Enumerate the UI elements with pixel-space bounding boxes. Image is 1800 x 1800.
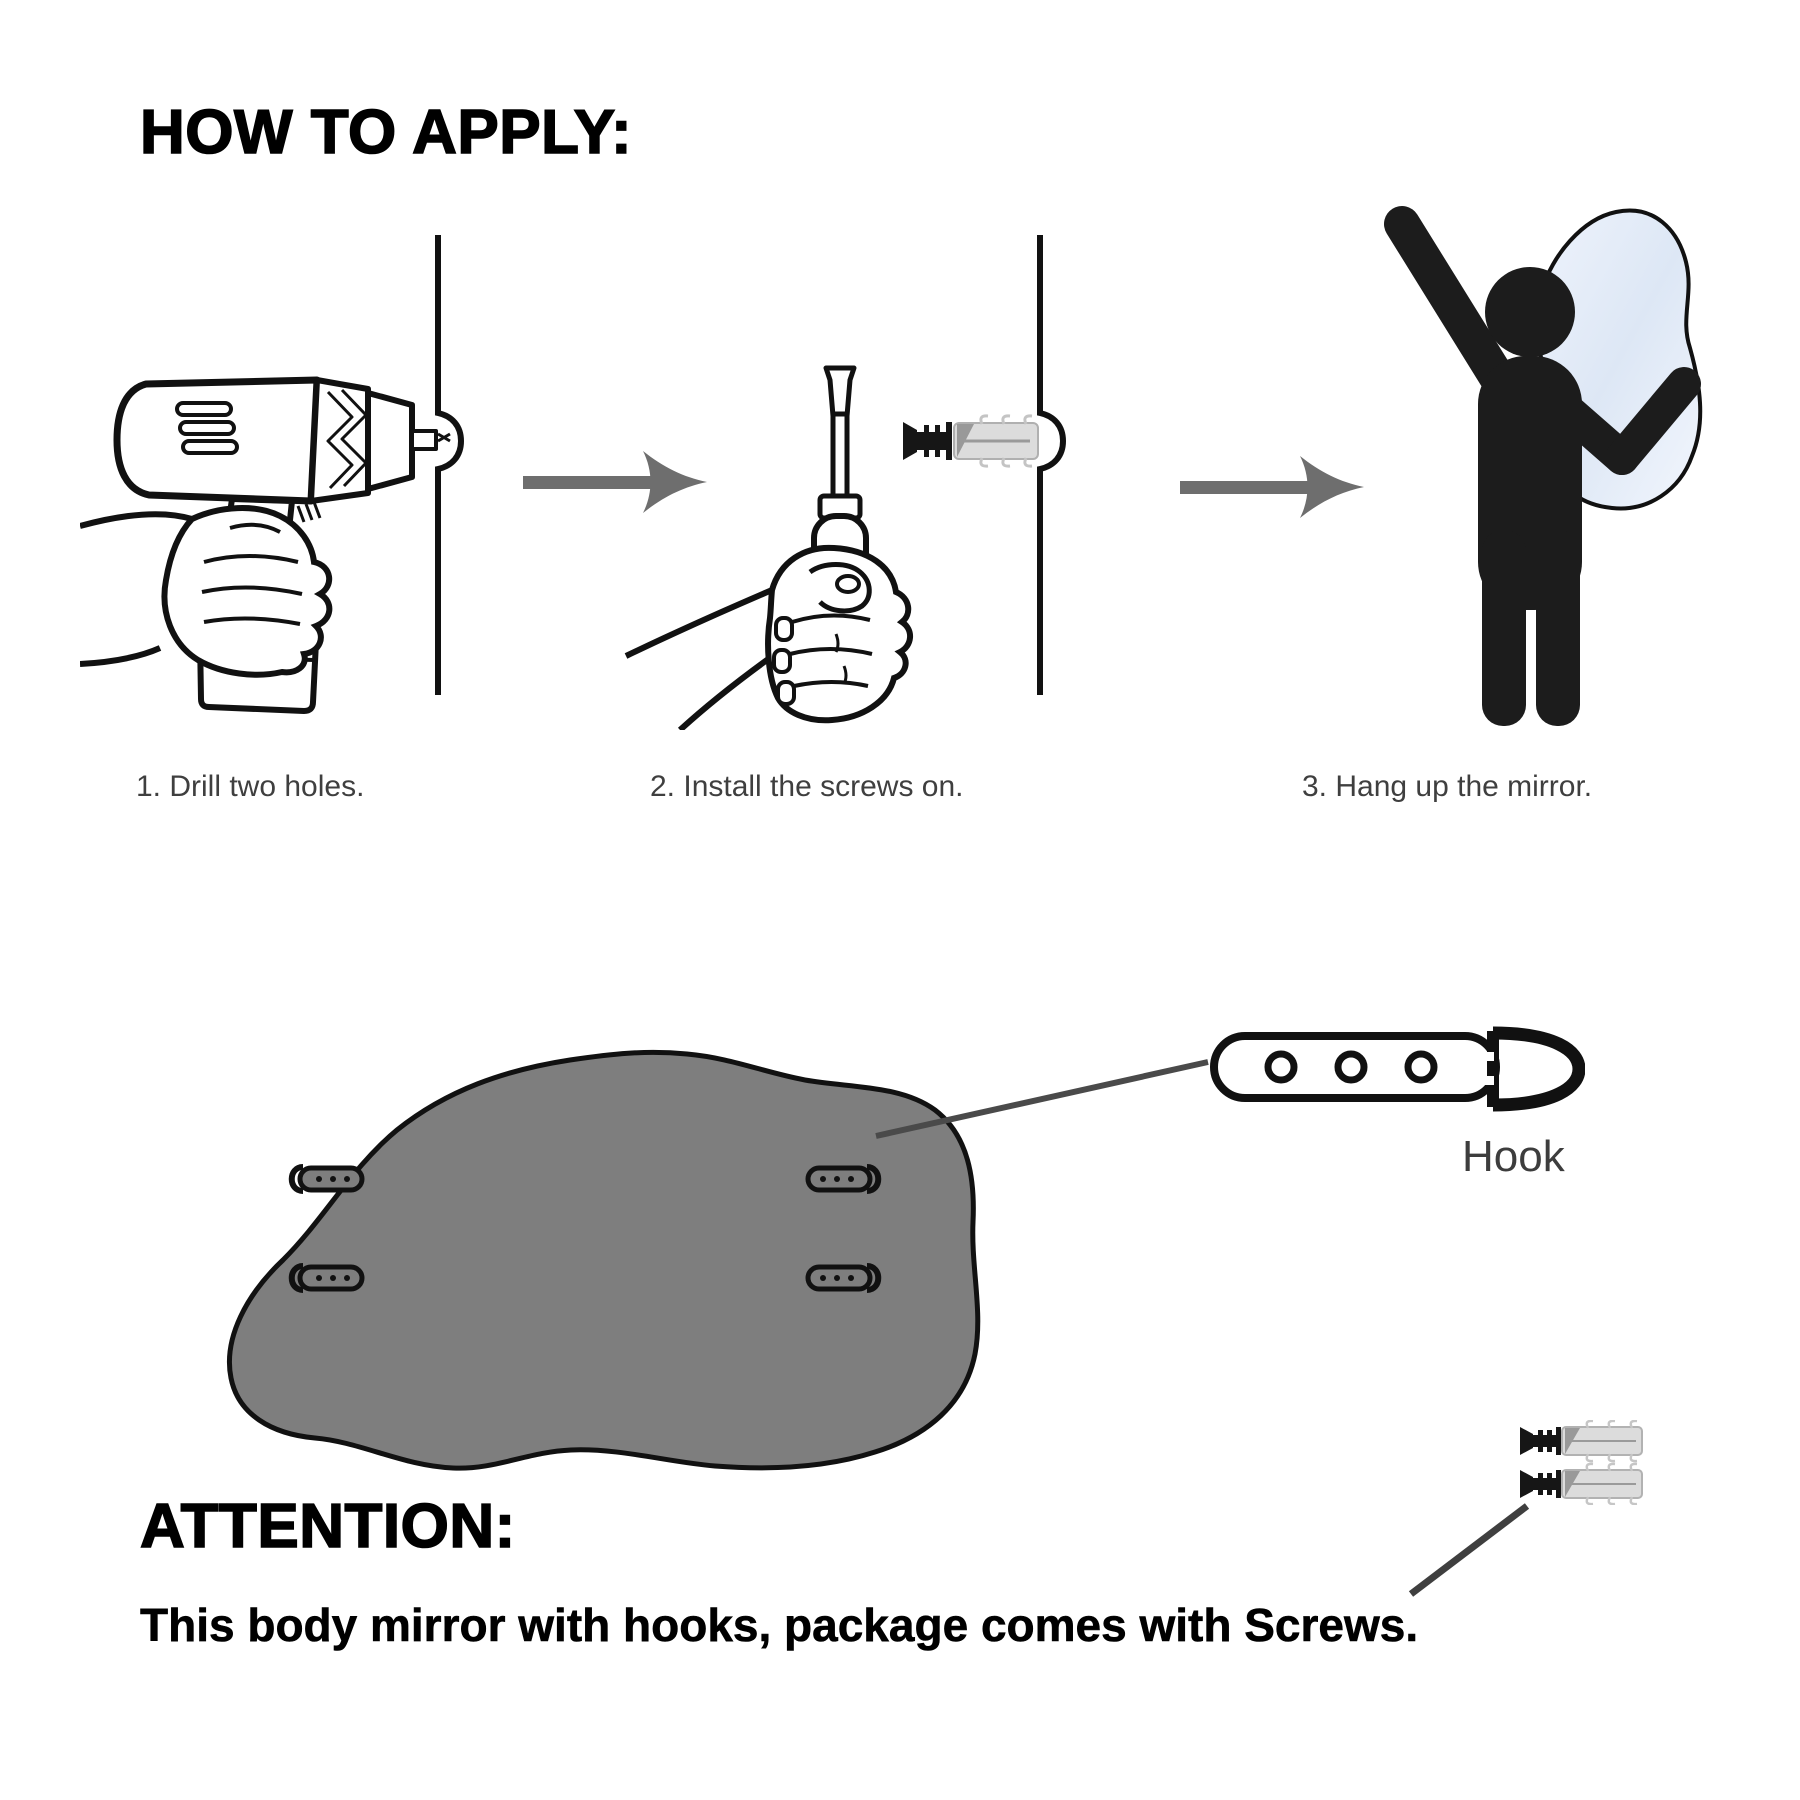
screw-anchor-icon [1520,1464,1642,1504]
step2-screwdriver-illustration [620,210,1080,730]
drill-bit-tip [438,434,450,441]
step2-caption: 2. Install the screws on. [650,770,964,803]
wall-line [1040,235,1063,695]
screws-pointer-line [1411,1506,1527,1594]
hand-on-screwdriver [626,548,910,730]
mirror-back-panel [229,1052,977,1468]
screw-anchor-icon [1520,1421,1642,1461]
screws-illustration [1518,1420,1678,1505]
mirror-back-illustration [175,1022,995,1472]
arrow-right-icon [1180,452,1370,522]
attention-text: This body mirror with hooks, package comes with Screws. [140,1599,1419,1651]
step3-caption: 3. Hang up the mirror. [1302,770,1593,803]
step1-caption: 1. Drill two holes. [136,770,365,803]
hand-on-drill [80,502,329,675]
hook-slot-icon [292,1167,362,1191]
hook-slot-icon [292,1266,362,1290]
hook-label: Hook [1462,1132,1565,1181]
page-title: HOW TO APPLY: [140,98,633,167]
screw-anchor-icon [903,416,1038,466]
step1-drill-illustration [80,210,500,730]
hook-slot-icon [808,1167,878,1191]
hook-slot-icon [808,1266,878,1290]
wall-line [438,235,461,695]
attention-heading: ATTENTION: [140,1492,516,1561]
hook-illustration [1205,1025,1585,1115]
step3-hang-mirror-illustration [1360,200,1720,760]
